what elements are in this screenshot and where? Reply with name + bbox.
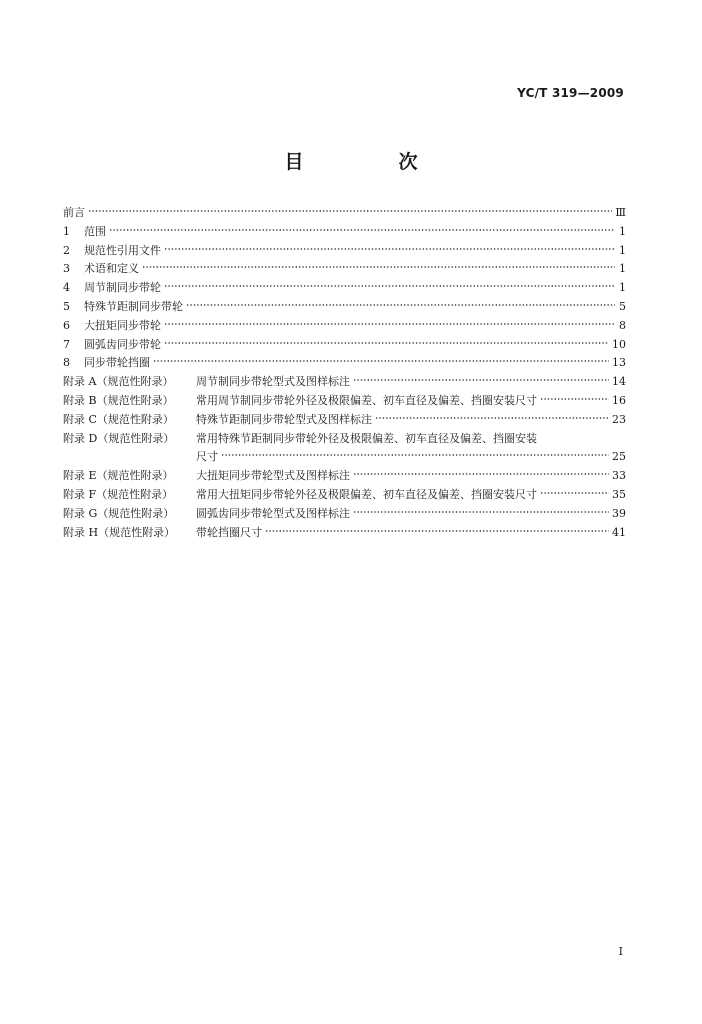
toc-entry-section-2[interactable] — [63, 242, 626, 261]
toc-entry-page: 33 — [612, 469, 626, 483]
toc-entry-foreword[interactable] — [63, 204, 626, 223]
toc-annex-prefix: 附录 H（规范性附录） — [63, 525, 176, 539]
toc-entry-label: 大扭矩同步带轮 — [84, 318, 161, 332]
leader-dots — [353, 472, 609, 476]
toc-entry-annex-g[interactable] — [63, 505, 626, 524]
toc-entry-label: 同步带轮挡圈 — [84, 356, 150, 370]
toc-annex-prefix: 附录 F（规范性附录） — [63, 487, 174, 501]
toc-entry-page: 1 — [619, 243, 626, 257]
toc-entry-number: 7 — [63, 337, 70, 351]
toc-entry-label: 范围 — [84, 224, 106, 238]
toc-annex-prefix: 附录 E（规范性附录） — [63, 469, 174, 483]
toc-entry-page: 1 — [619, 281, 626, 295]
toc-entry-section-5[interactable] — [63, 298, 626, 317]
toc-entry-page: 35 — [612, 487, 626, 501]
leader-dots — [375, 416, 609, 420]
leader-dots — [164, 322, 615, 326]
leader-dots — [353, 510, 609, 514]
toc-entry-annex-d[interactable] — [63, 430, 626, 449]
toc-entry-label: 周节制同步带轮 — [84, 281, 161, 295]
toc-entry-page: 41 — [612, 525, 626, 539]
standard-code: YC/T 319—2009 — [517, 86, 624, 100]
toc-entry-label: 前言 — [63, 206, 85, 219]
toc-entry-page: 39 — [612, 506, 626, 520]
toc-entry-number: 2 — [63, 243, 70, 257]
toc-entry-number: 6 — [63, 318, 70, 332]
toc-entry-label: 常用大扭矩同步带轮外径及极限偏差、初车直径及偏差、挡圈安装尺寸 — [196, 487, 537, 501]
toc-entry-section-8[interactable] — [63, 354, 626, 373]
leader-dots — [164, 284, 615, 288]
toc-entry-page: 1 — [619, 224, 626, 238]
toc-entry-page: 14 — [612, 375, 626, 389]
leader-dots — [109, 228, 615, 232]
leader-dots — [164, 247, 615, 251]
toc-annex-prefix: 附录 G（规范性附录） — [63, 506, 175, 520]
leader-dots — [540, 397, 609, 401]
toc-entry-page: Ⅲ — [615, 206, 626, 219]
toc-entry-section-7[interactable] — [63, 336, 626, 355]
toc-entry-page: 8 — [619, 318, 626, 332]
toc-entry-page: 23 — [612, 412, 626, 426]
toc-entry-label: 常用周节制同步带轮外径及极限偏差、初车直径及偏差、挡圈安装尺寸 — [196, 393, 537, 407]
page-title: 目 次 — [284, 151, 456, 173]
toc-entry-label: 大扭矩同步带轮型式及图样标注 — [196, 469, 350, 483]
toc-entry-annex-d-continuation[interactable] — [63, 448, 626, 467]
toc-entry-section-3[interactable] — [63, 260, 626, 279]
toc-entry-label: 常用特殊节距制同步带轮外径及极限偏差、初车直径及偏差、挡圈安装 — [196, 431, 537, 445]
toc-entry-page: 13 — [612, 356, 626, 370]
toc-annex-prefix: 附录 D（规范性附录） — [63, 431, 175, 445]
toc-entry-annex-b[interactable] — [63, 392, 626, 411]
leader-dots — [142, 265, 615, 269]
leader-dots — [186, 303, 615, 307]
leader-dots — [153, 359, 609, 363]
toc-annex-prefix: 附录 B（规范性附录） — [63, 393, 174, 407]
table-of-contents — [63, 204, 626, 542]
toc-entry-page: 25 — [612, 450, 626, 464]
toc-entry-page: 10 — [612, 337, 626, 351]
toc-entry-annex-f[interactable] — [63, 486, 626, 505]
toc-entry-number: 8 — [63, 356, 70, 370]
toc-entry-page: 16 — [612, 393, 626, 407]
toc-entry-page: 5 — [619, 299, 626, 313]
toc-entry-label: 周节制同步带轮型式及图样标注 — [196, 375, 350, 389]
toc-entry-label: 圆弧齿同步带轮型式及图样标注 — [196, 506, 350, 520]
leader-dots — [540, 491, 609, 495]
toc-entry-label-continuation: 尺寸 — [196, 450, 218, 464]
toc-entry-label: 特殊节距制同步带轮型式及图样标注 — [196, 412, 372, 426]
toc-entry-annex-e[interactable] — [63, 467, 626, 486]
toc-entry-number: 3 — [63, 262, 70, 276]
toc-entry-annex-c[interactable] — [63, 411, 626, 430]
leader-dots — [88, 209, 612, 213]
page-number: Ⅰ — [618, 945, 623, 958]
leader-dots — [221, 453, 609, 457]
toc-entry-section-6[interactable] — [63, 317, 626, 336]
toc-entry-section-1[interactable] — [63, 223, 626, 242]
toc-entry-annex-a[interactable] — [63, 373, 626, 392]
toc-entry-number: 4 — [63, 281, 70, 295]
toc-annex-prefix: 附录 A（规范性附录） — [63, 375, 174, 389]
toc-entry-label: 特殊节距制同步带轮 — [84, 299, 183, 313]
toc-entry-number: 1 — [63, 224, 70, 238]
leader-dots — [164, 341, 609, 345]
toc-entry-label: 规范性引用文件 — [84, 243, 161, 257]
toc-entry-number: 5 — [63, 299, 70, 313]
toc-annex-prefix: 附录 C（规范性附录） — [63, 412, 174, 426]
leader-dots — [265, 529, 609, 533]
toc-entry-section-4[interactable] — [63, 279, 626, 298]
toc-entry-label: 带轮挡圈尺寸 — [196, 525, 262, 539]
leader-dots — [353, 378, 609, 382]
toc-entry-annex-h[interactable] — [63, 524, 626, 543]
toc-entry-label: 术语和定义 — [84, 262, 139, 276]
toc-entry-page: 1 — [619, 262, 626, 276]
toc-entry-label: 圆弧齿同步带轮 — [84, 337, 161, 351]
